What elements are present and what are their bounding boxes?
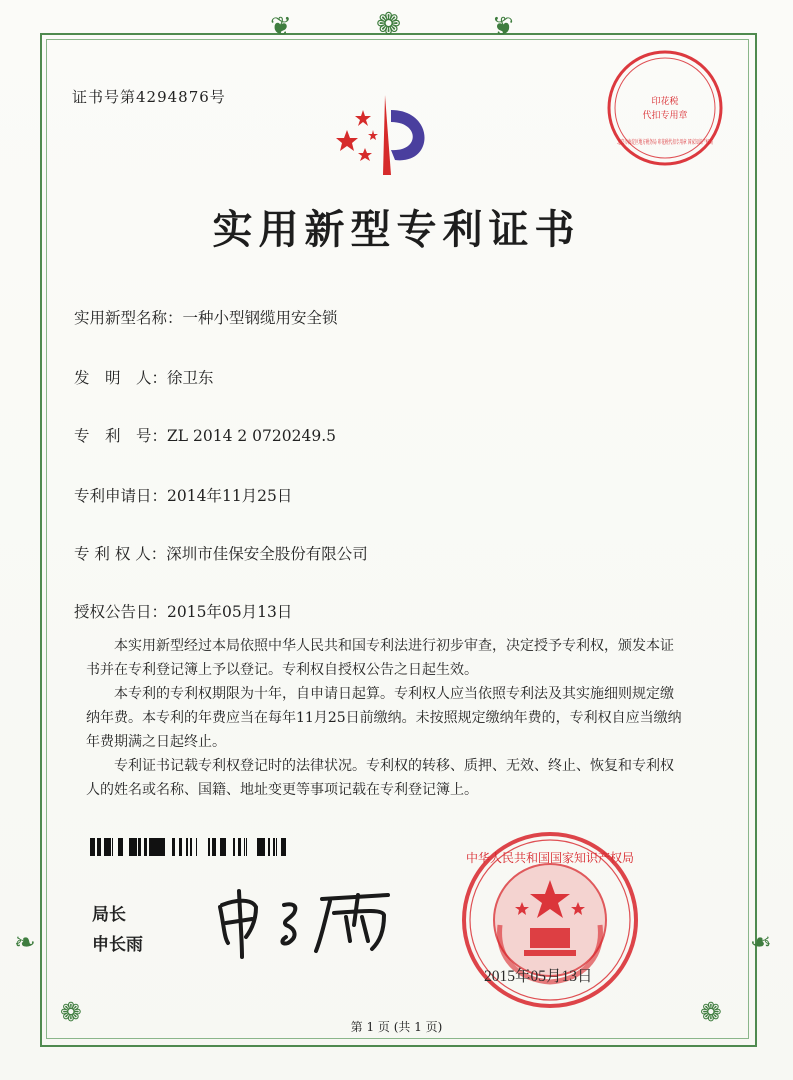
field-grant-date [74, 600, 292, 622]
field-value: 徐卫东 [167, 369, 214, 387]
top-ornament-left: ❦ [270, 12, 292, 42]
signer-name: 申长雨 [92, 935, 143, 955]
barcode [90, 838, 288, 856]
certificate-title: 实用新型专利证书 [212, 207, 581, 253]
left-ornament: ❧ [14, 928, 36, 958]
field-value: 2014年11月25日 [167, 487, 293, 505]
field-label: 专利申请日： [74, 487, 168, 505]
field-label: 专 利 权 人： [74, 545, 167, 563]
inner-border [46, 39, 777, 1039]
stamp-duty-seal [605, 48, 777, 168]
field-value: 一种小型钢缆用安全锁 [182, 309, 338, 327]
seal-main-text: 中华人民共和国国家知识产权局 [465, 851, 635, 865]
field-label: 专 利 号： [74, 427, 168, 445]
body-paragraph: 本实用新型经过本局依照中华人民共和国专利法进行初步审查，决定授予专利权，颁发本证书并在专利登记簿上予以登记。专利权自授权公告之日起生效。 [86, 638, 674, 678]
certificate-number: 证书号第4294876号 [72, 88, 226, 106]
field-patentee [74, 542, 368, 564]
svg-text:代扣专用章: 代扣专用章 [642, 111, 688, 121]
field-value: 2015年05月13日 [167, 603, 293, 621]
bottom-left-ornament: ❁ [60, 998, 82, 1028]
field-utility-model-name [74, 306, 338, 328]
small-seal-text: 北京市海淀区地方税务局 印花税代扣专用章 国家知识产权局 [617, 139, 777, 146]
field-value: ZL 2014 2 0720249.5 [167, 427, 336, 445]
signer-title: 局长 [92, 905, 126, 925]
field-value: 深圳市佳保安全股份有限公司 [166, 545, 368, 563]
bottom-right-ornament: ❁ [700, 998, 722, 1028]
field-label: 发 明 人： [74, 369, 168, 387]
field-patent-number [74, 424, 336, 446]
field-label: 授权公告日： [74, 603, 168, 621]
issue-date: 2015年05月13日 [484, 968, 593, 985]
field-label: 实用新型名称： [74, 309, 183, 327]
right-ornament: ❧ [750, 928, 772, 958]
top-ornament-center: ❁ [376, 7, 402, 42]
field-inventor [74, 366, 214, 388]
handwritten-signature [212, 885, 397, 960]
body-paragraph: 本专利的专利权期限为十年，自申请日起算。专利权人应当依照专利法及其实施细则规定缴纳年费。本专利的年费应当在每年11月25日前缴纳。未按照规定缴纳年费的，专利权自应当缴纳年费期满之日起终止。 [86, 686, 682, 750]
body-paragraph: 专利证书记载专利权登记时的法律状况。专利权的转移、质押、无效、终止、恢复和专利权人的姓名或名称、国籍、地址变更等事项记载在专利登记簿上。 [86, 758, 674, 798]
top-ornament-right: ❦ [492, 12, 514, 42]
patent-office-emblem-icon [325, 90, 445, 180]
page-number: 第 1 页 (共 1 页) [350, 1020, 443, 1034]
svg-text:印花税: 印花税 [651, 97, 679, 107]
certificate-body [86, 634, 686, 802]
field-application-date [74, 484, 292, 506]
